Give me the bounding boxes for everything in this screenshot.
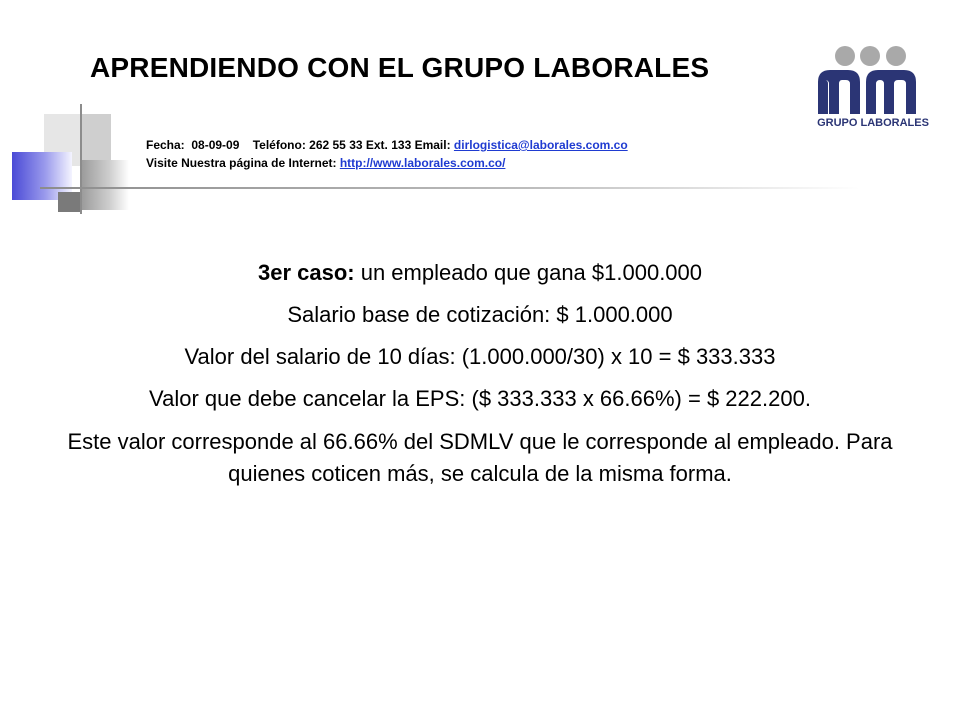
- eps-payment-line: Valor que debe cancelar la EPS: ($ 333.333 x 66.66%) = $ 222.200.: [149, 386, 811, 411]
- grupo-laborales-logo: [808, 44, 938, 134]
- horizontal-divider: [40, 187, 860, 189]
- case-explanation: [40, 252, 920, 490]
- email-link[interactable]: dirlogistica@laborales.com.co: [453, 138, 628, 152]
- ten-days-salary-line: Valor del salario de 10 días: (1.000.000/30) x 10 = $ 333.333: [184, 344, 776, 369]
- case-label: 3er caso:: [257, 260, 355, 285]
- website-line-text: Visite Nuestra página de Internet:: [146, 156, 340, 170]
- base-salary-line: Salario base de cotización: $ 1.000.000: [287, 302, 673, 327]
- logo-mark-icon: [808, 44, 938, 116]
- deco-square-dark: [58, 192, 82, 212]
- vertical-divider: [80, 104, 82, 214]
- contact-line: [146, 138, 628, 152]
- deco-square-gray: [81, 160, 129, 210]
- website-line: [146, 156, 505, 170]
- website-link[interactable]: http://www.laborales.com.co/: [339, 156, 506, 170]
- explanation-paragraph: Este valor corresponde al 66.66% del SDMLV que le corresponde al empleado. Para quienes coticen más, se calcula de la misma forma.: [67, 429, 893, 486]
- case-description: un empleado que gana $1.000.000: [354, 260, 703, 285]
- contact-line-text: Fecha: 08-09-09 Teléfono: 262 55 33 Ext. 133 Email:: [146, 138, 454, 152]
- page-title: APRENDIENDO CON EL GRUPO LABORALES: [90, 52, 710, 83]
- logo-text: GRUPO LABORALES: [817, 117, 929, 129]
- case-title-line: [40, 252, 920, 294]
